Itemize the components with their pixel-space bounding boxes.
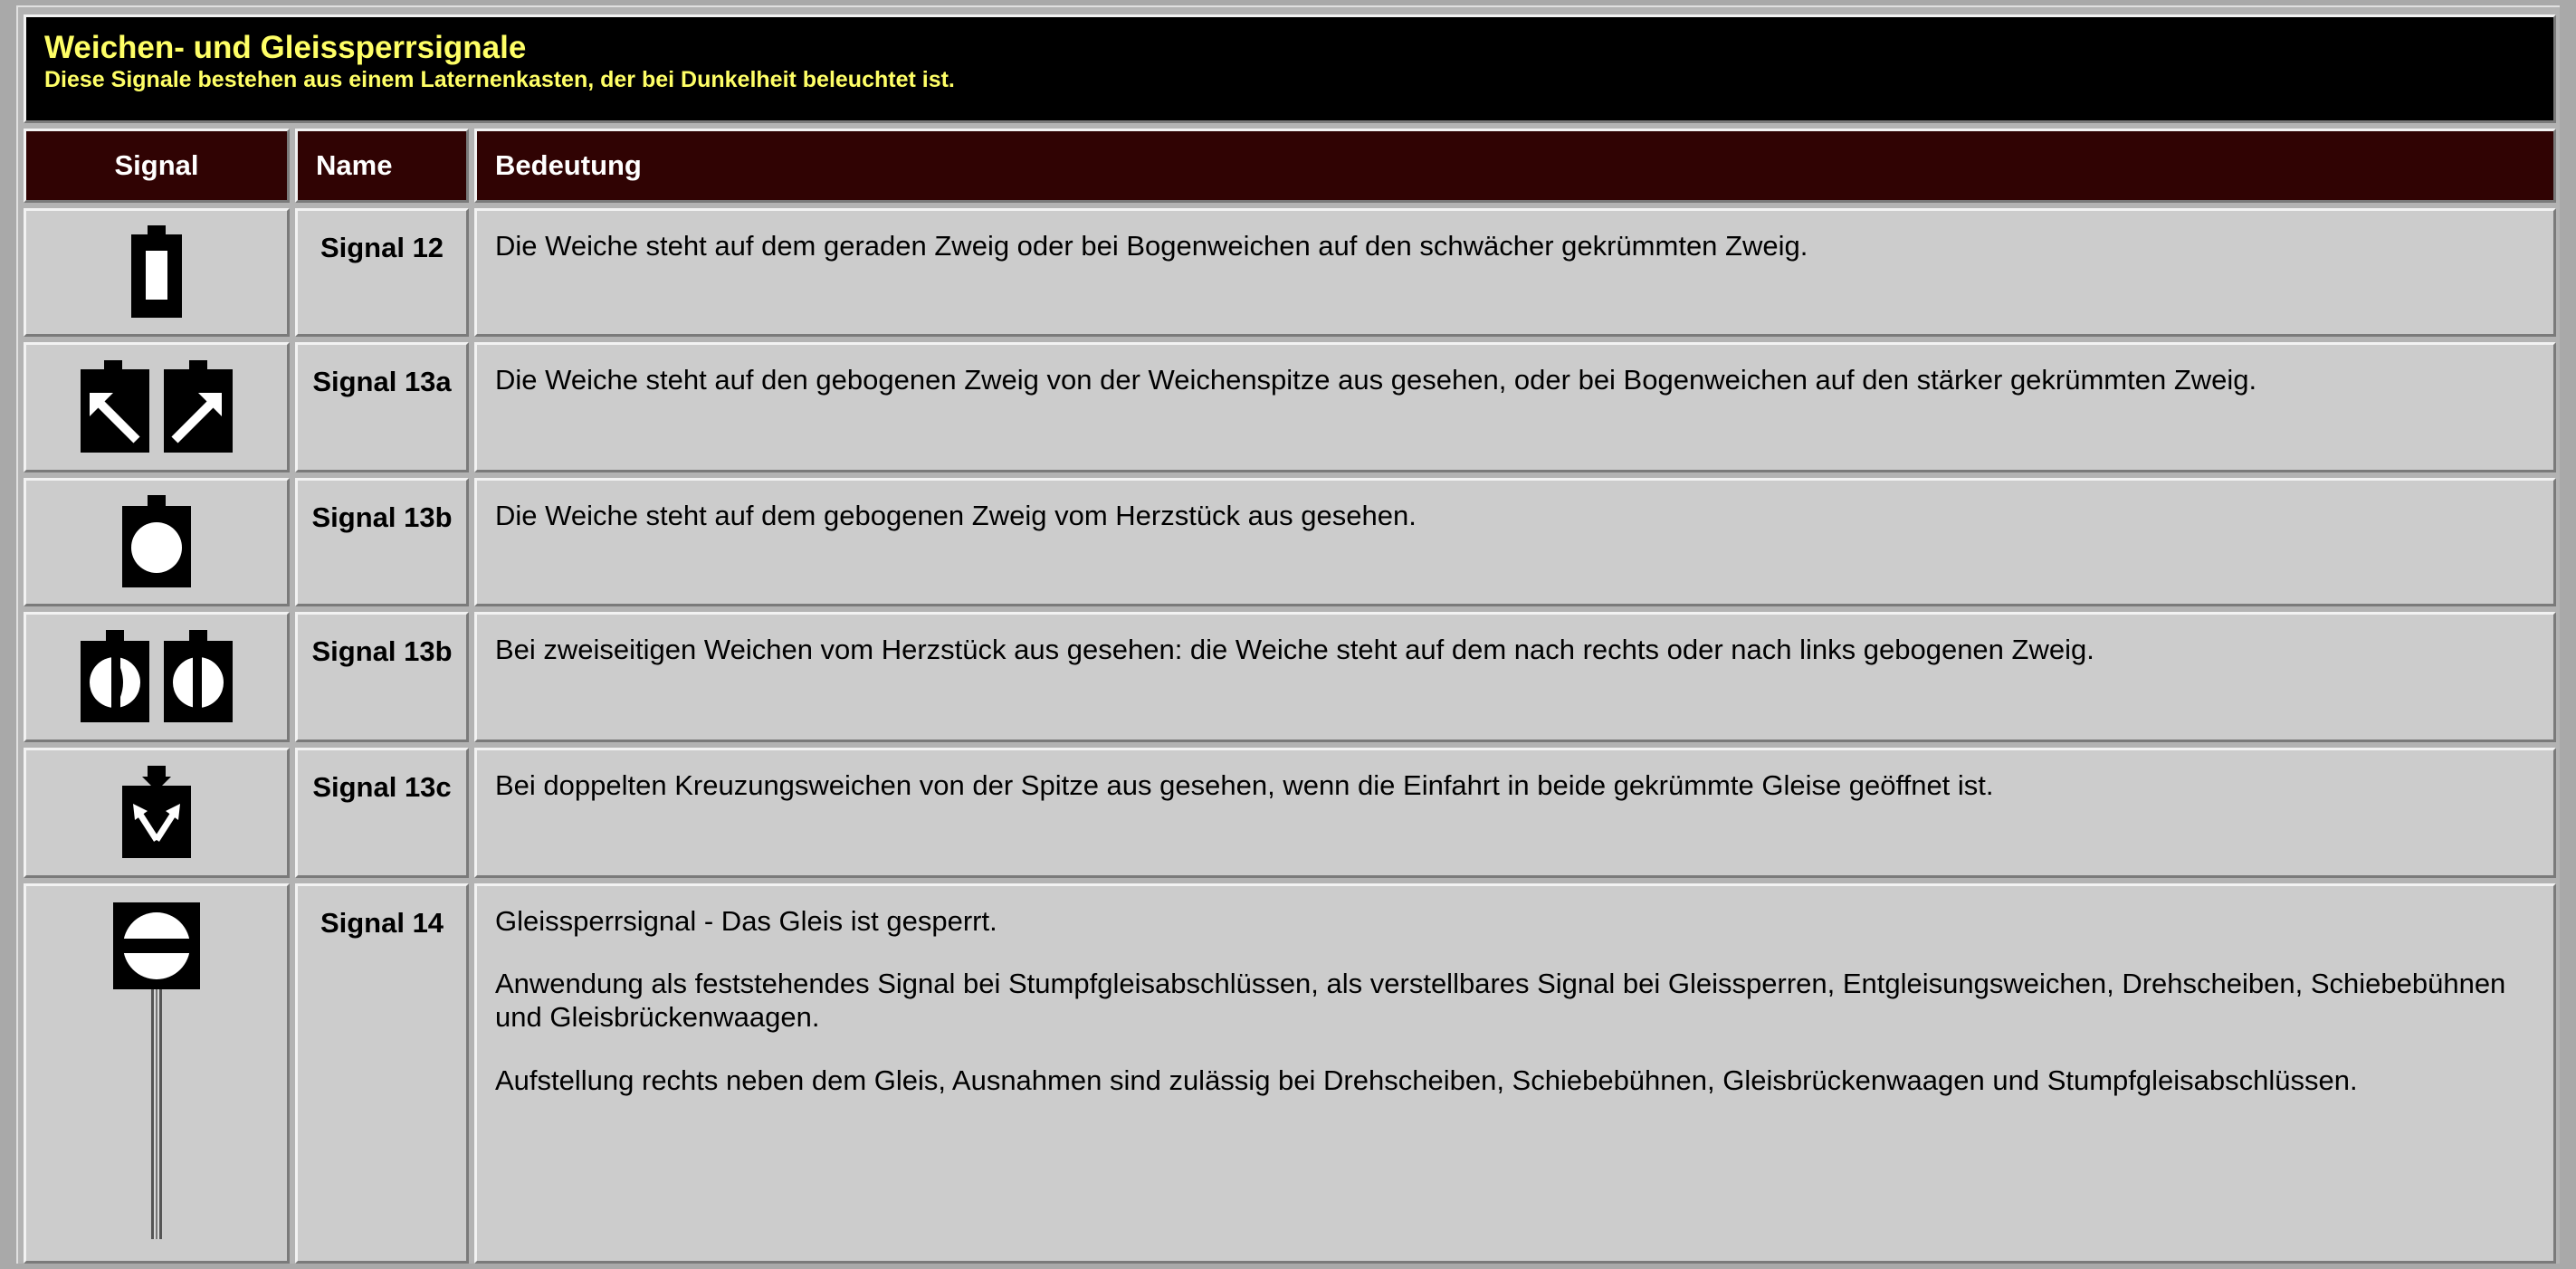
signal-12-lantern-vertical-bar-icon (129, 225, 184, 320)
meaning-paragraph: Anwendung als feststehendes Signal bei Stumpfgleisabschlüssen, als verstellbares Signal bei Gleissperren, Entgleisungsweichen, Drehscheiben, Schiebebühnen und Gleisbrückenwaagen. (495, 968, 2506, 1034)
meaning-paragraph: Aufstellung rechts neben dem Gleis, Ausnahmen sind zulässig bei Drehscheiben, Schiebebühnen, Gleisbrückenwaagen und Stumpfgleisabschlüssen. (495, 1064, 2358, 1096)
signal-name: Signal 13b (295, 478, 469, 606)
meaning-paragraph: Bei doppelten Kreuzungsweichen von der Spitze aus gesehen, wenn die Einfahrt in beide gekrümmte Gleise geöffnet ist. (495, 769, 1994, 801)
table-header-row (24, 129, 2556, 203)
signal-meaning (474, 208, 2556, 337)
signal-name: Signal 13b (295, 612, 469, 742)
signal-meaning (474, 612, 2556, 742)
signal-table (18, 9, 2562, 1269)
signal-meaning (474, 883, 2556, 1264)
signal-cell (24, 478, 290, 606)
column-header-signal: Signal (24, 129, 290, 203)
signal-meaning (474, 748, 2556, 878)
signal-cell (24, 342, 290, 472)
signal-cell (24, 748, 290, 878)
table-row (24, 883, 2556, 1264)
table-caption (24, 14, 2556, 123)
table-row (24, 612, 2556, 742)
table-row (24, 342, 2556, 472)
meaning-paragraph: Die Weiche steht auf dem gebogenen Zweig vom Herzstück aus gesehen. (495, 500, 1417, 531)
signal-cell (24, 612, 290, 742)
signal-cell (24, 208, 290, 337)
signal-13c-lantern-v-arrows-icon (120, 766, 193, 860)
table-row (24, 478, 2556, 606)
column-header-meaning: Bedeutung (474, 129, 2556, 203)
page-frame (16, 5, 2560, 1264)
signal-13a-lantern-diagonal-arrows-icon (79, 360, 234, 454)
meaning-paragraph: Gleissperrsignal - Das Gleis ist gesperrt. (495, 905, 997, 937)
column-header-name: Name (295, 129, 469, 203)
signal-13b-lantern-half-circles-icon (79, 630, 234, 724)
page-title: Weichen- und Gleissperrsignale (44, 30, 527, 65)
meaning-paragraph: Die Weiche steht auf dem geraden Zweig oder bei Bogenweichen auf den schwächer gekrümmten Zweig. (495, 230, 1808, 262)
meaning-paragraph: Die Weiche steht auf den gebogenen Zweig von der Weichenspitze aus gesehen, oder bei Bogenweichen auf den stärker gekrümmten Zweig. (495, 364, 2257, 396)
signal-cell (24, 883, 290, 1264)
signal-name: Signal 12 (295, 208, 469, 337)
signal-14-track-blocking-icon (111, 902, 202, 1239)
signal-name: Signal 13a (295, 342, 469, 472)
table-row (24, 748, 2556, 878)
signal-13b-lantern-circle-icon (120, 495, 193, 589)
signal-meaning (474, 342, 2556, 472)
table-row (24, 208, 2556, 337)
page-subtitle: Diese Signale bestehen aus einem Laternenkasten, der bei Dunkelheit beleuchtet ist. (44, 67, 955, 93)
meaning-paragraph: Bei zweiseitigen Weichen vom Herzstück aus gesehen: die Weiche steht auf dem nach rechts oder nach links gebogenen Zweig. (495, 634, 2094, 665)
signal-name: Signal 13c (295, 748, 469, 878)
signal-name: Signal 14 (295, 883, 469, 1264)
signal-meaning (474, 478, 2556, 606)
